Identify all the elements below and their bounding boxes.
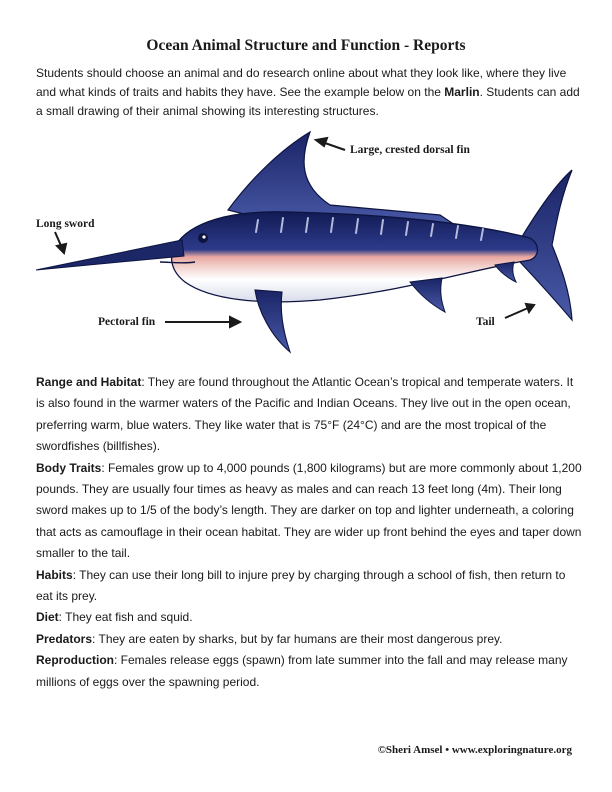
label-pectoral-fin: Pectoral fin (98, 316, 156, 328)
section-text: : Females release eggs (spawn) from late summer into the fall and may release many millions of eggs over the spawning period. (36, 653, 568, 689)
intro-text-before: Students should choose an animal and do research online about what they look like, where they live and what kinds of traits and habits they have. See the example below on the (36, 66, 567, 99)
section-diet (36, 607, 584, 628)
section-text: : They eat fish and squid. (58, 610, 193, 625)
section-heading: Reproduction (36, 653, 114, 668)
sword-bill (36, 240, 184, 270)
report-body (36, 372, 584, 693)
section-predators (36, 629, 584, 650)
section-heading: Habits (36, 567, 73, 582)
section-heading: Predators (36, 631, 93, 646)
section-habits (36, 565, 584, 608)
fish-body (172, 212, 538, 302)
section-reproduction (36, 650, 584, 693)
intro-text-after: . Students can add a small drawing of their animal showing its interesting structures. (36, 85, 580, 118)
intro-paragraph (36, 64, 584, 121)
anal-fin (410, 278, 445, 312)
section-heading: Range and Habitat (36, 375, 142, 389)
section-heading: Diet (36, 610, 59, 625)
credit-line: ©Sheri Amsel • www.exploringnature.org (377, 744, 572, 756)
section-body-traits (36, 458, 584, 565)
label-tail: Tail (476, 316, 495, 328)
intro-bold-word: Marlin (444, 85, 480, 99)
section-text: : They can use their long bill to injure prey by charging through a school of fish, then return to eat its prey. (36, 567, 566, 604)
marlin-drawing (0, 120, 612, 370)
section-text: : Females grow up to 4,000 pounds (1,800 kilograms) but are more commonly about 1,200 pounds. They are usually four times as heavy as males and can reach 13 feet long (4m). Their long sword makes up to 1/5 of the body’s length. They are darker on top and lighter underneath, a coloring that acts as camouflage in their ocean habitat. They are wider up front behind the eyes and taper down smaller to the tail. (36, 460, 582, 561)
section-text: : They are eaten by sharks, but by far humans are their most dangerous prey. (92, 631, 503, 646)
page-title: Ocean Animal Structure and Function - Reports (146, 37, 466, 54)
label-long-sword: Long sword (36, 218, 95, 230)
section-text: : They are found throughout the Atlantic Ocean’s tropical and temperate waters. It is also found in the warmer waters of the Pacific and Indian Oceans. They live out in the open ocean, preferring warm, blue waters. They like water that is 75°F (24°C) and are the most tropical of the swordfishes (billfishes). (36, 375, 574, 454)
label-dorsal-fin: Large, crested dorsal fin (350, 144, 470, 156)
finlet (495, 262, 516, 282)
section-heading: Body Traits (36, 460, 102, 475)
marlin-illustration (0, 120, 612, 370)
section-range (36, 372, 584, 458)
